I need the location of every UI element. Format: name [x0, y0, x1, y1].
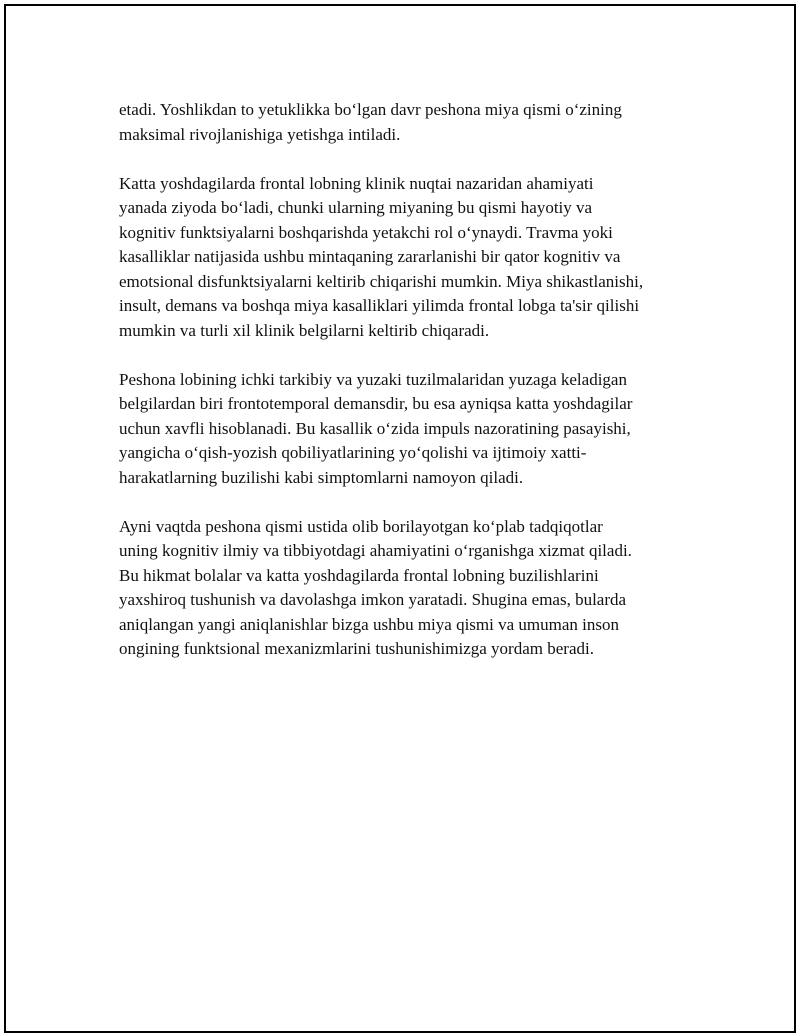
document-body: [119, 98, 699, 686]
text-line: emotsional disfunktsiyalarni keltirib chiqarishi mumkin. Miya shikastlanishi,: [119, 271, 644, 291]
text-line: aniqlangan yangi aniqlanishlar bizga ushbu miya qismi va umuman inson: [119, 614, 619, 634]
text-line: belgilardan biri frontotemporal demansdir, bu esa ayniqsa katta yoshdagilar: [119, 394, 633, 413]
text-line: harakatlarning buzilishi kabi simptomlarni namoyon qiladi.: [119, 467, 524, 487]
text-line: mumkin va turli xil klinik belgilarni keltirib chiqaradi.: [119, 320, 490, 340]
text-line: Bu hikmat bolalar va katta yoshdagilarda frontal lobning buzilishlarini: [119, 565, 599, 585]
text-line: Ayni vaqtda peshona qismi ustida olib borilayotgan ko‘plab tadqiqotlar: [119, 516, 603, 536]
document-page: [4, 4, 796, 1033]
text-line: yangicha o‘qish-yozish qobiliyatlarining yo‘qolishi va ijtimoiy xatti-: [119, 443, 587, 462]
text-line: maksimal rivojlanishiga yetishga intiladi.: [119, 124, 401, 144]
text-line: kognitiv funktsiyalarni boshqarishda yetakchi rol o‘ynaydi. Travma yoki: [119, 222, 613, 242]
text-line: kasalliklar natijasida ushbu mintaqaning zararlanishi bir qator kognitiv va: [119, 247, 621, 266]
text-line: Katta yoshdagilarda frontal lobning klinik nuqtai nazaridan ahamiyati: [119, 173, 594, 193]
text-line: Peshona lobining ichki tarkibiy va yuzaki tuzilmalaridan yuzaga keladigan: [119, 369, 627, 389]
text-line: yaxshiroq tushunish va davolashga imkon yaratadi. Shugina emas, bularda: [119, 590, 627, 609]
paragraph: [119, 172, 699, 344]
text-line: uchun xavfli hisoblanadi. Bu kasallik o‘zida impuls nazoratining pasayishi,: [119, 418, 631, 438]
text-line: etadi. Yoshlikdan to yetuklikka bo‘lgan davr peshona miya qismi o‘zining: [119, 100, 622, 119]
text-line: ongining funktsional mexanizmlarini tushunishimizga yordam beradi.: [119, 639, 594, 658]
paragraph: [119, 98, 699, 147]
paragraph: [119, 515, 699, 662]
text-line: uning kognitiv ilmiy va tibbiyotdagi ahamiyatini o‘rganishga xizmat qiladi.: [119, 541, 632, 560]
paragraph: [119, 368, 699, 491]
text-line: yanada ziyoda bo‘ladi, chunki ularning miyaning bu qismi hayotiy va: [119, 198, 593, 217]
text-line: insult, demans va boshqa miya kasalliklari yilimda frontal lobga ta'sir qilishi: [119, 296, 640, 315]
